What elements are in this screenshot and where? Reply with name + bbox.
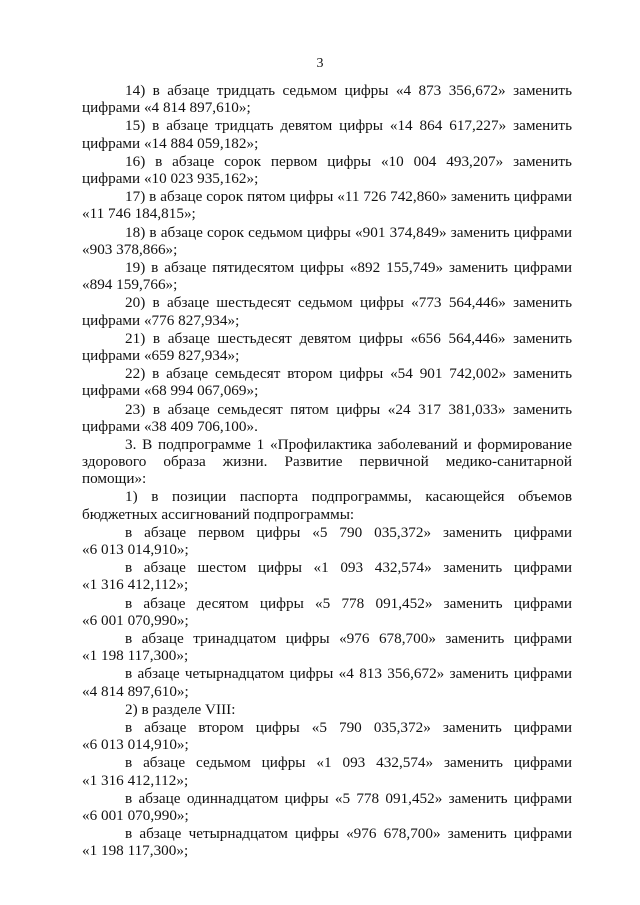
paragraph	[82, 401, 572, 435]
paragraph-line: цифрами «38 409 706,100».	[82, 417, 258, 435]
paragraph	[82, 719, 572, 753]
paragraph-line: «894 159,766»;	[82, 276, 178, 294]
paragraph-line: 23) в абзаце семьдесят пятом цифры «24 317 381,033» заменить	[125, 400, 572, 418]
paragraph-line: «6 013 014,910»;	[82, 541, 189, 559]
paragraph	[82, 790, 572, 824]
paragraph	[82, 188, 572, 222]
paragraph-line: в абзаце четырнадцатом цифры «4 813 356,672» заменить цифрами	[125, 665, 572, 683]
paragraph-line: цифрами «14 884 059,182»;	[82, 134, 259, 152]
paragraph	[82, 559, 572, 593]
paragraph-line: 14) в абзаце тридцать седьмом цифры «4 873 356,672» заменить	[125, 82, 572, 99]
paragraph-line: в абзаце десятом цифры «5 778 091,452» заменить цифрами	[125, 594, 572, 612]
paragraph	[82, 117, 572, 151]
paragraph-line: 15) в абзаце тридцать девятом цифры «14 864 617,227» заменить	[125, 117, 572, 135]
paragraph-line: здорового образа жизни. Развитие первичной медико-санитарной	[82, 453, 572, 471]
paragraph	[82, 259, 572, 293]
paragraph-line: «6 001 070,990»;	[82, 807, 189, 824]
paragraph-line: «6 013 014,910»;	[82, 736, 189, 754]
paragraph-line: «4 814 897,610»;	[82, 682, 189, 700]
paragraph-line: в абзаце одиннадцатом цифры «5 778 091,452» заменить цифрами	[125, 789, 572, 807]
paragraph	[82, 294, 572, 328]
paragraph	[82, 825, 572, 859]
paragraph	[82, 595, 572, 629]
paragraph	[82, 365, 572, 399]
paragraph-line: 21) в абзаце шестьдесят девятом цифры «656 564,446» заменить	[125, 329, 572, 347]
paragraph-line: цифрами «10 023 935,162»;	[82, 169, 259, 187]
paragraph-line: цифрами «68 994 067,069»;	[82, 382, 259, 400]
paragraph	[82, 665, 572, 699]
paragraph-line: бюджетных ассигнований подпрограммы:	[82, 505, 355, 523]
paragraph	[82, 630, 572, 664]
paragraph-line: «903 378,866»;	[82, 240, 178, 258]
paragraph-line: цифрами «4 814 897,610»;	[82, 99, 251, 117]
page-number: 3	[316, 56, 324, 71]
paragraph-line: 16) в абзаце сорок первом цифры «10 004 493,207» заменить	[125, 152, 572, 170]
paragraph	[82, 436, 572, 488]
paragraph	[82, 153, 572, 187]
paragraph-line: 19) в абзаце пятидесятом цифры «892 155,749» заменить цифрами	[125, 258, 572, 276]
paragraph	[82, 754, 572, 788]
paragraph	[82, 524, 572, 558]
paragraph-line: цифрами «776 827,934»;	[82, 311, 240, 329]
paragraph-line: 18) в абзаце сорок седьмом цифры «901 374,849» заменить цифрами	[125, 223, 572, 241]
paragraph	[82, 330, 572, 364]
paragraph-line: цифрами «659 827,934»;	[82, 346, 240, 364]
paragraph-line: в абзаце первом цифры «5 790 035,372» заменить цифрами	[125, 523, 572, 541]
paragraph-line: в абзаце втором цифры «5 790 035,372» заменить цифрами	[125, 719, 572, 737]
paragraph-line: 22) в абзаце семьдесят втором цифры «54 901 742,002» заменить	[125, 365, 572, 383]
paragraph-line: в абзаце шестом цифры «1 093 432,574» заменить цифрами	[125, 559, 572, 577]
paragraph	[82, 224, 572, 258]
paragraph-line: в абзаце седьмом цифры «1 093 432,574» заменить цифрами	[125, 754, 572, 772]
paragraph-line: 17) в абзаце сорок пятом цифры «11 726 742,860» заменить цифрами	[125, 188, 572, 206]
paragraph	[82, 488, 572, 522]
document-body	[82, 82, 572, 861]
paragraph-line: в абзаце тринадцатом цифры «976 678,700» заменить цифрами	[125, 630, 572, 648]
paragraph-line: помощи»:	[82, 470, 147, 488]
paragraph	[82, 82, 572, 116]
paragraph	[82, 701, 572, 718]
paragraph-line: 2) в разделе VIII:	[125, 700, 236, 718]
paragraph-line: 20) в абзаце шестьдесят седьмом цифры «773 564,446» заменить	[125, 294, 572, 312]
paragraph-line: «1 316 412,112»;	[82, 576, 189, 594]
paragraph-line: 1) в позиции паспорта подпрограммы, касающейся объемов	[125, 488, 572, 506]
paragraph-line: «1 198 117,300»;	[82, 842, 189, 860]
paragraph-line: 3. В подпрограмме 1 «Профилактика заболеваний и формирование	[125, 435, 572, 453]
paragraph-line: «6 001 070,990»;	[82, 611, 189, 629]
paragraph-line: «1 316 412,112»;	[82, 771, 189, 789]
paragraph-line: «11 746 184,815»;	[82, 205, 196, 223]
paragraph-line: «1 198 117,300»;	[82, 647, 189, 665]
paragraph-line: в абзаце четырнадцатом цифры «976 678,700» заменить цифрами	[125, 825, 572, 843]
